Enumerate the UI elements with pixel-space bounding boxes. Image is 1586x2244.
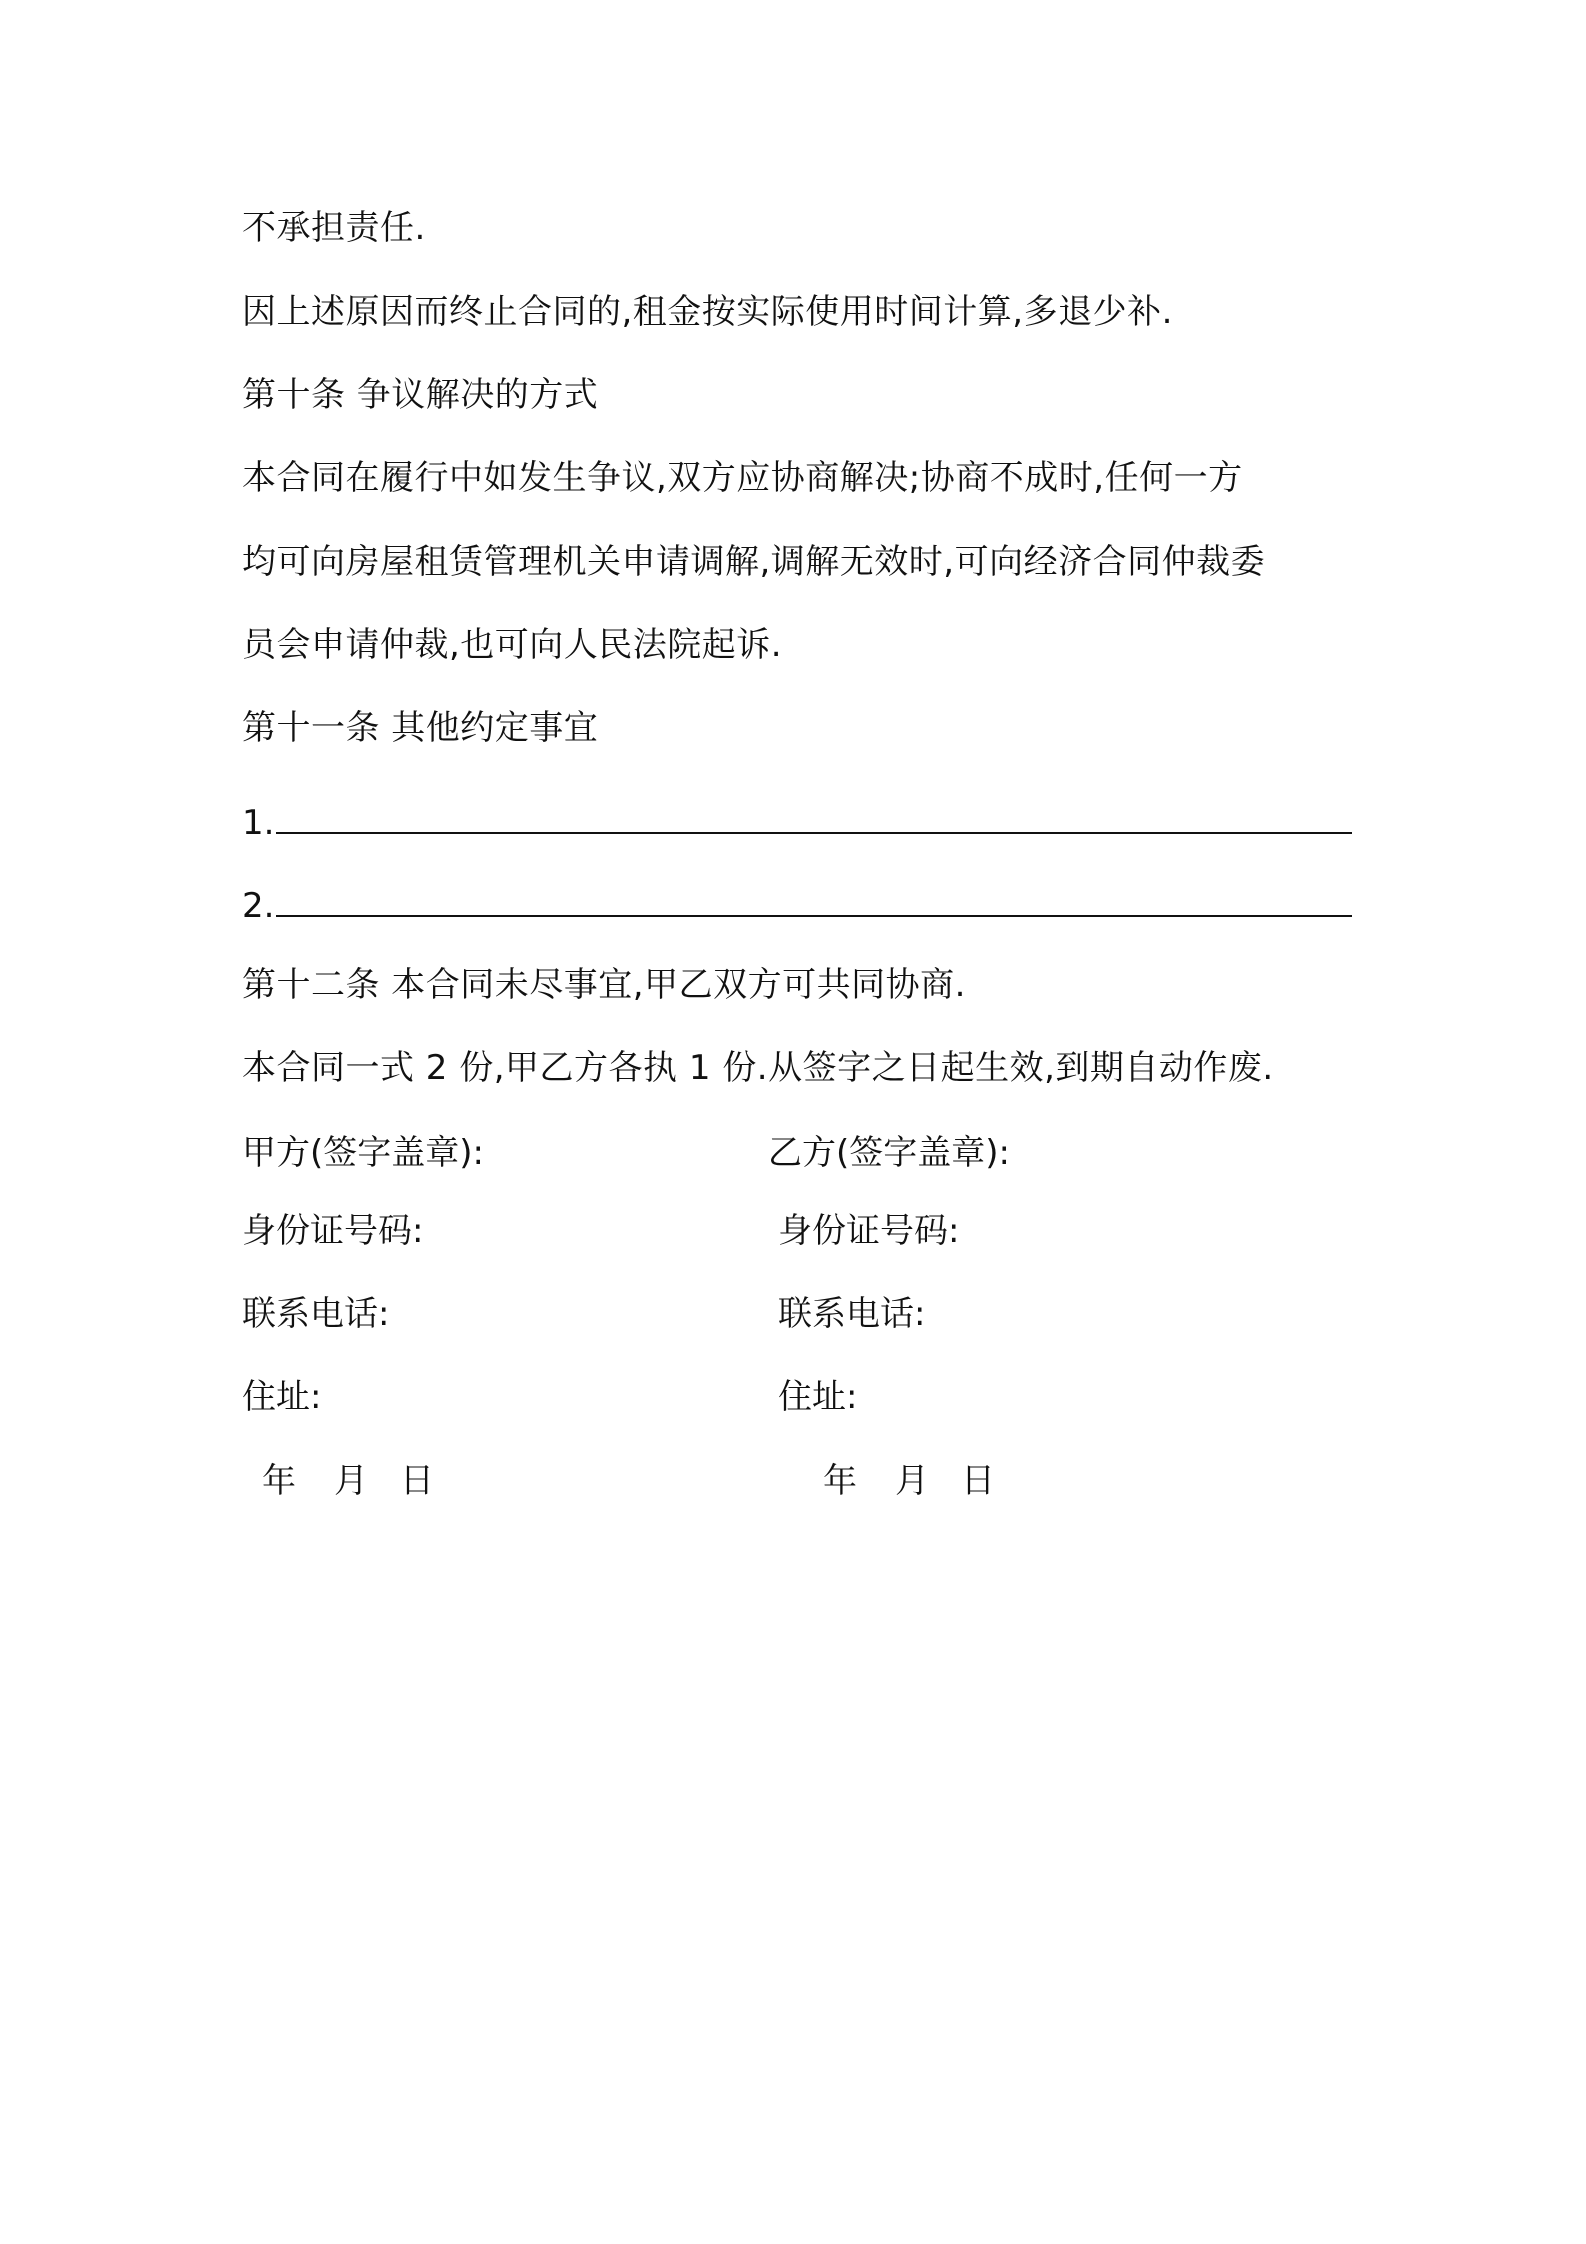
party-a-phone-label: 联系电话:	[242, 1294, 390, 1334]
blank-item-2-underline	[276, 881, 1352, 917]
paragraph-rent-settlement: 因上述原因而终止合同的,租金按实际使用时间计算,多退少补.	[242, 292, 1173, 332]
party-b-address-label: 住址:	[778, 1377, 858, 1417]
party-a-date-month: 月	[334, 1461, 368, 1501]
paragraph-liability: 不承担责任.	[242, 208, 426, 248]
party-a-date-day: 日	[400, 1461, 434, 1501]
blank-item-1	[242, 798, 1352, 845]
party-b-date-day: 日	[961, 1461, 995, 1501]
party-a-address-label: 住址:	[242, 1377, 322, 1417]
party-b-date-year: 年	[823, 1461, 857, 1501]
article-10-line-3: 员会申请仲裁,也可向人民法院起诉.	[242, 625, 783, 665]
blank-item-2-number: 2.	[242, 886, 275, 926]
party-b-date	[823, 1459, 995, 1503]
article-10-heading: 第十条 争议解决的方式	[242, 375, 599, 415]
party-b-sign-label: 乙方(签字盖章):	[768, 1133, 1010, 1173]
party-a-date	[262, 1459, 434, 1503]
party-b-id-label: 身份证号码:	[778, 1211, 960, 1251]
blank-item-2	[242, 881, 1352, 928]
article-11-heading: 第十一条 其他约定事宜	[242, 708, 599, 748]
blank-item-1-underline	[276, 798, 1352, 834]
party-b-phone-label: 联系电话:	[778, 1294, 926, 1334]
party-a-id-label: 身份证号码:	[242, 1211, 424, 1251]
party-a-date-year: 年	[262, 1461, 296, 1501]
blank-item-1-number: 1.	[242, 803, 275, 843]
party-b-date-month: 月	[895, 1461, 929, 1501]
article-12-heading: 第十二条 本合同未尽事宜,甲乙双方可共同协商.	[242, 965, 966, 1005]
article-10-line-2: 均可向房屋租赁管理机关申请调解,调解无效时,可向经济合同仲裁委	[242, 542, 1266, 582]
article-10-line-1: 本合同在履行中如发生争议,双方应协商解决;协商不成时,任何一方	[242, 458, 1243, 498]
party-a-sign-label: 甲方(签字盖章):	[242, 1133, 484, 1173]
copies-clause: 本合同一式 2 份,甲乙方各执 1 份.从签字之日起生效,到期自动作废.	[242, 1048, 1274, 1088]
